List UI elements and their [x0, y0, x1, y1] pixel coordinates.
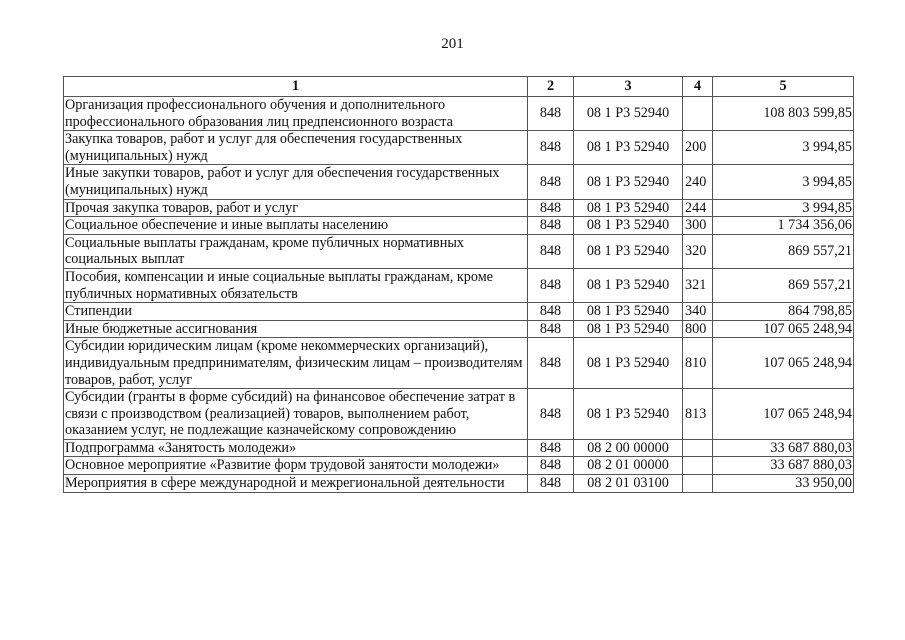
- description-cell: Субсидии (гранты в форме субсидий) на финансовое обеспечение затрат в связи с производством (реализацией) товаров, выполнением работ, оказанием услуг, не подлежащие казначейскому сопровождению: [64, 389, 528, 440]
- target-article-cell: 08 2 01 03100: [574, 475, 683, 493]
- table-row: [64, 303, 854, 321]
- table-row: [64, 131, 854, 165]
- code-cell: 848: [528, 97, 574, 131]
- description-cell: Закупка товаров, работ и услуг для обеспечения государственных (муниципальных) нужд: [64, 131, 528, 165]
- expense-type-cell: 200: [683, 131, 713, 165]
- amount-cell: 3 994,85: [713, 165, 854, 199]
- table-row: [64, 97, 854, 131]
- target-article-cell: 08 1 P3 52940: [574, 234, 683, 268]
- amount-cell: 869 557,21: [713, 234, 854, 268]
- amount-cell: 33 687 880,03: [713, 439, 854, 457]
- target-article-cell: 08 1 P3 52940: [574, 320, 683, 338]
- description-cell: Мероприятия в сфере международной и межрегиональной деятельности: [64, 475, 528, 493]
- target-article-cell: 08 2 01 00000: [574, 457, 683, 475]
- amount-cell: 869 557,21: [713, 268, 854, 302]
- target-article-cell: 08 1 P3 52940: [574, 389, 683, 440]
- expense-type-cell: 340: [683, 303, 713, 321]
- table-row: [64, 475, 854, 493]
- description-cell: Основное мероприятие «Развитие форм трудовой занятости молодежи»: [64, 457, 528, 475]
- amount-cell: 33 950,00: [713, 475, 854, 493]
- header-cell: 4: [683, 77, 713, 97]
- expense-type-cell: 321: [683, 268, 713, 302]
- header-cell: 2: [528, 77, 574, 97]
- header-cell: 5: [713, 77, 854, 97]
- target-article-cell: 08 2 00 00000: [574, 439, 683, 457]
- expense-type-cell: 300: [683, 217, 713, 235]
- header-cell: 1: [64, 77, 528, 97]
- target-article-cell: 08 1 P3 52940: [574, 97, 683, 131]
- code-cell: 848: [528, 165, 574, 199]
- expense-type-cell: 813: [683, 389, 713, 440]
- expense-type-cell: 240: [683, 165, 713, 199]
- description-cell: Стипендии: [64, 303, 528, 321]
- code-cell: 848: [528, 338, 574, 389]
- amount-cell: 107 065 248,94: [713, 320, 854, 338]
- target-article-cell: 08 1 P3 52940: [574, 199, 683, 217]
- target-article-cell: 08 1 P3 52940: [574, 268, 683, 302]
- expense-type-cell: [683, 97, 713, 131]
- target-article-cell: 08 1 P3 52940: [574, 338, 683, 389]
- table-row: [64, 457, 854, 475]
- code-cell: 848: [528, 234, 574, 268]
- expense-type-cell: 810: [683, 338, 713, 389]
- description-cell: Иные закупки товаров, работ и услуг для обеспечения государственных (муниципальных) нужд: [64, 165, 528, 199]
- expense-type-cell: [683, 475, 713, 493]
- description-cell: Пособия, компенсации и иные социальные выплаты гражданам, кроме публичных нормативных обязательств: [64, 268, 528, 302]
- description-cell: Организация профессионального обучения и дополнительного профессионального образования лиц предпенсионного возраста: [64, 97, 528, 131]
- amount-cell: 3 994,85: [713, 199, 854, 217]
- target-article-cell: 08 1 P3 52940: [574, 165, 683, 199]
- code-cell: 848: [528, 389, 574, 440]
- code-cell: 848: [528, 199, 574, 217]
- expense-type-cell: [683, 457, 713, 475]
- code-cell: 848: [528, 439, 574, 457]
- description-cell: Подпрограмма «Занятость молодежи»: [64, 439, 528, 457]
- table-row: [64, 389, 854, 440]
- code-cell: 848: [528, 217, 574, 235]
- table-row: [64, 268, 854, 302]
- amount-cell: 1 734 356,06: [713, 217, 854, 235]
- code-cell: 848: [528, 457, 574, 475]
- amount-cell: 107 065 248,94: [713, 338, 854, 389]
- amount-cell: 864 798,85: [713, 303, 854, 321]
- description-cell: Иные бюджетные ассигнования: [64, 320, 528, 338]
- code-cell: 848: [528, 268, 574, 302]
- expense-type-cell: [683, 439, 713, 457]
- table-row: [64, 199, 854, 217]
- expense-type-cell: 320: [683, 234, 713, 268]
- expense-type-cell: 800: [683, 320, 713, 338]
- code-cell: 848: [528, 320, 574, 338]
- header-row: [64, 77, 854, 97]
- table-row: [64, 338, 854, 389]
- page-number: 201: [441, 36, 464, 52]
- header-cell: 3: [574, 77, 683, 97]
- amount-cell: 3 994,85: [713, 131, 854, 165]
- description-cell: Социальные выплаты гражданам, кроме публичных нормативных социальных выплат: [64, 234, 528, 268]
- table-row: [64, 217, 854, 235]
- description-cell: Социальное обеспечение и иные выплаты населению: [64, 217, 528, 235]
- code-cell: 848: [528, 131, 574, 165]
- target-article-cell: 08 1 P3 52940: [574, 303, 683, 321]
- table-row: [64, 320, 854, 338]
- table-row: [64, 439, 854, 457]
- description-cell: Прочая закупка товаров, работ и услуг: [64, 199, 528, 217]
- expense-type-cell: 244: [683, 199, 713, 217]
- target-article-cell: 08 1 P3 52940: [574, 131, 683, 165]
- table-row: [64, 234, 854, 268]
- amount-cell: 107 065 248,94: [713, 389, 854, 440]
- target-article-cell: 08 1 P3 52940: [574, 217, 683, 235]
- table-row: [64, 165, 854, 199]
- budget-table: [63, 76, 854, 493]
- amount-cell: 33 687 880,03: [713, 457, 854, 475]
- description-cell: Субсидии юридическим лицам (кроме некоммерческих организаций), индивидуальным предпринимателям, физическим лицам – производителям товаров, работ, услуг: [64, 338, 528, 389]
- code-cell: 848: [528, 475, 574, 493]
- code-cell: 848: [528, 303, 574, 321]
- amount-cell: 108 803 599,85: [713, 97, 854, 131]
